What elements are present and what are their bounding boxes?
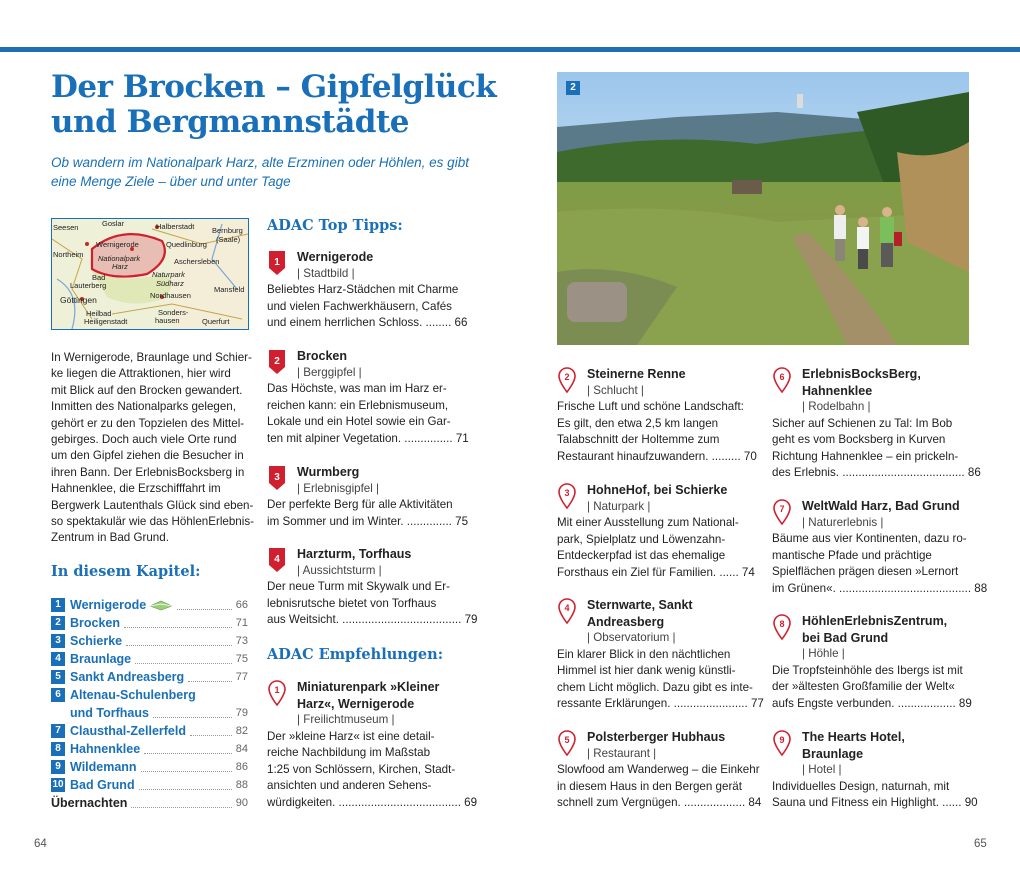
desc-line: Beliebtes Harz-Städchen mit Charme — [267, 283, 459, 296]
map-label: hausen — [155, 316, 180, 325]
chapter-number: 2 — [51, 616, 65, 630]
leader-dots — [177, 600, 232, 610]
chapter-list — [51, 596, 248, 812]
entry-description — [772, 416, 981, 482]
chapter-number: 7 — [51, 724, 65, 738]
chapters-heading: In diesem Kapitel: — [51, 563, 201, 580]
top-rule — [0, 47, 1020, 52]
chapter-label: Schierke — [70, 634, 123, 648]
chapter-label: Brocken — [70, 616, 121, 630]
chapter-item[interactable] — [51, 632, 248, 650]
map-label: Harz — [112, 262, 128, 271]
top-tips-heading: ADAC Top Tipps: — [267, 217, 403, 234]
hiking-photo — [557, 72, 969, 345]
marker-number: 2 — [274, 356, 280, 367]
intro-line: Bergwerk Lautenthals Glück sind eben- — [51, 498, 254, 512]
desc-line: Entdeckerpfad ist das ehemalige — [557, 549, 726, 562]
map-label: Bad — [92, 273, 106, 282]
entry-description — [772, 531, 988, 597]
map-label: Südharz — [156, 279, 184, 288]
map-label: Halberstadt — [156, 222, 195, 231]
entry-name: Brocken — [297, 349, 348, 363]
entry-description — [267, 282, 467, 332]
desc-line: reichen kann: ein Erlebnismuseum, — [267, 398, 449, 412]
leader-dots — [190, 726, 232, 736]
desc-line: reiche Nachbildung im Maßstab — [267, 746, 431, 759]
entry-description — [267, 579, 478, 629]
leader-dots — [144, 744, 232, 754]
chapter-page: 71 — [235, 617, 248, 629]
desc-line: lebnisrutsche bietet von Torfhaus — [267, 596, 437, 610]
marker-number: 1 — [274, 685, 280, 695]
marker-number: 6 — [779, 372, 785, 382]
leader-dots — [139, 780, 232, 790]
entry-description — [267, 381, 467, 447]
chapter-item[interactable] — [51, 758, 248, 776]
intro-line: gebirges. Doch auch viele Orte rund — [51, 433, 237, 447]
map-label: (Saale) — [216, 235, 241, 244]
photo-number-badge: 2 — [566, 81, 580, 95]
subtitle-line: eine Menge Ziele – über und unter Tage — [51, 174, 291, 189]
chapter-page: 77 — [235, 671, 248, 683]
chapter-page: 82 — [235, 725, 248, 737]
desc-line: im Sommer und im Winter. .............. 75 — [267, 514, 469, 528]
desc-line: chem Licht möglich. Dazu gibt es inte- — [557, 680, 753, 694]
desc-line: Das Höchste, was man im Harz er- — [267, 382, 447, 395]
chapter-subtitle — [51, 153, 481, 191]
entry-name: HöhlenErlebnisZentrum, — [802, 614, 948, 628]
entry-name: HohneHof, bei Schierke — [587, 483, 728, 497]
subtitle-line: Ob wandern im Nationalpark Harz, alte Erzminen oder Höhlen, es gibt — [51, 155, 469, 170]
desc-line: im Grünen«. ......................................... 88 — [772, 581, 988, 595]
chapter-label: Clausthal-Zellerfeld — [70, 724, 186, 738]
leader-dots — [153, 708, 232, 718]
desc-line: Sicher auf Schienen zu Tal: Im Bob — [772, 416, 953, 430]
recommendation-entry — [772, 729, 978, 812]
desc-line: ten mit alpiner Vegetation. ............... 71 — [267, 431, 469, 445]
chapter-title — [51, 70, 511, 140]
desc-line: in diesem Haus in den Bergen gerät — [557, 779, 742, 793]
desc-line: und vielen Fachwerkhäusern, Cafés — [267, 299, 452, 313]
entry-name: Harz«, Wernigerode — [297, 696, 415, 711]
chapter-item[interactable] — [51, 668, 248, 686]
region-map — [51, 218, 249, 330]
map-label: Nordhausen — [150, 291, 191, 300]
entry-name: Polsterberger Hubhaus — [587, 730, 726, 744]
map-label: Naturpark — [152, 270, 185, 279]
marker-number: 8 — [779, 619, 785, 629]
desc-line: Richtung Hahnenklee – ein prickeln- — [772, 449, 959, 463]
marker-number: 3 — [564, 488, 570, 498]
desc-line: schnell zum Vergnügen. ................... 84 — [557, 796, 762, 809]
entry-category: | Hotel | — [802, 763, 842, 776]
desc-line: Bäume aus vier Kontinenten, dazu ro- — [772, 532, 967, 545]
entry-name: Wurmberg — [297, 465, 360, 479]
intro-line: Hahnenklee, die Erzschifffahrt im — [51, 482, 221, 496]
entry-name: bei Bad Grund — [802, 630, 889, 645]
marker-number: 3 — [274, 472, 280, 483]
map-label: Heilbad — [86, 309, 112, 318]
book-icon — [149, 599, 173, 611]
desc-line: Himmel ist hier dank wenig künstli- — [557, 664, 736, 677]
map-label: Göttingen — [60, 295, 97, 305]
entry-name: The Hearts Hotel, — [802, 730, 905, 744]
entry-category: | Schlucht | — [587, 383, 644, 397]
recommendation-marker-icon — [557, 367, 577, 393]
map-label: Quedlinburg — [166, 240, 207, 249]
entry-name: Andreasberg — [587, 614, 665, 629]
chapter-item[interactable] — [51, 596, 248, 614]
chapter-number: 8 — [51, 742, 65, 756]
chapter-label: und Torfhaus — [70, 706, 149, 720]
recommendation-entry — [557, 597, 764, 713]
desc-line: Individuelles Design, naturnah, mit — [772, 779, 950, 793]
entry-name: WeltWald Harz, Bad Grund — [802, 499, 960, 513]
chapter-number: 6 — [51, 688, 65, 702]
page-number-right: 65 — [974, 838, 987, 850]
chapter-label: Braunlage — [70, 652, 132, 666]
title-line: und Bergmannstädte — [51, 104, 410, 140]
top-tip-marker-icon — [267, 547, 287, 573]
leader-dots — [188, 672, 232, 682]
desc-line: aufs Engste verbunden. .................. 89 — [772, 696, 972, 710]
chapter-number: 4 — [51, 652, 65, 666]
chapter-number: 9 — [51, 760, 65, 774]
chapter-item[interactable] — [51, 722, 248, 740]
entry-description — [772, 779, 978, 812]
recommendation-entry — [772, 498, 988, 597]
recommendation-marker-icon — [557, 598, 577, 624]
desc-line: 1:25 von Schlössern, Kirchen, Stadt- — [267, 762, 456, 776]
desc-line: Der »kleine Harz« ist eine detail- — [267, 729, 435, 743]
marker-number: 1 — [274, 257, 280, 268]
entry-category: | Höhle | — [802, 647, 845, 660]
chapter-label: Altenau-Schulenberg — [70, 688, 196, 702]
intro-text — [51, 350, 254, 547]
chapter-page: 73 — [235, 635, 248, 647]
desc-line: und einem herrlichen Schloss. ........ 66 — [267, 316, 468, 329]
chapter-page: 66 — [235, 599, 248, 611]
marker-number: 2 — [564, 372, 570, 382]
leader-dots — [131, 798, 231, 808]
top-tip-entry — [267, 249, 467, 332]
entry-category: | Stadtbild | — [297, 266, 355, 280]
entry-name: Hahnenklee — [802, 383, 873, 398]
intro-line: In Wernigerode, Braunlage und Schier- — [51, 351, 252, 364]
desc-line: Ein klarer Blick in den nächtlichen — [557, 647, 731, 661]
map-label: Aschersleben — [174, 257, 220, 266]
top-tip-marker-icon — [267, 349, 287, 375]
recommendation-entry — [772, 613, 972, 712]
recommendation-marker-icon — [772, 730, 792, 756]
entry-name: ErlebnisBocksBerg, — [802, 367, 921, 381]
entry-name: Braunlage — [802, 746, 864, 761]
recommendation-marker-icon — [557, 483, 577, 509]
top-tip-marker-icon — [267, 250, 287, 276]
leader-dots — [124, 618, 232, 628]
entry-name: Steinerne Renne — [587, 367, 686, 381]
map-label: Northeim — [53, 250, 84, 259]
entry-category: | Erlebnisgipfel | — [297, 481, 380, 495]
entry-category: | Rodelbahn | — [802, 400, 871, 413]
entry-description — [267, 729, 478, 812]
map-label: Goslar — [102, 219, 125, 228]
entry-category: | Freilichtmuseum | — [297, 713, 395, 726]
entry-category: | Naturpark | — [587, 499, 651, 513]
chapter-number: 5 — [51, 670, 65, 684]
marker-number: 4 — [564, 603, 570, 613]
map-label: Lauterberg — [70, 281, 107, 290]
desc-line: Spielflächen prägen diesen »Lernort — [772, 565, 959, 578]
chapter-item[interactable] — [51, 794, 248, 812]
photo-landscape — [557, 72, 969, 345]
intro-line: um den Gipfel ziehen die Besucher in — [51, 449, 244, 463]
recommendation-marker-icon — [557, 730, 577, 756]
leader-dots — [126, 636, 232, 646]
intro-line: Inmitten des Nationalparks gelegen, — [51, 400, 236, 414]
page-number-left: 64 — [34, 838, 47, 850]
chapter-page: 88 — [235, 779, 248, 791]
marker-number: 5 — [564, 735, 570, 745]
desc-line: mantische Pfade und prächtige — [772, 548, 932, 562]
chapter-item[interactable] — [51, 614, 248, 632]
entry-category: | Naturerlebnis | — [802, 515, 884, 529]
desc-line: Der neue Turm mit Skywalk und Er- — [267, 580, 450, 593]
marker-number: 7 — [779, 504, 785, 514]
entry-name: Harzturm, Torfhaus — [297, 547, 412, 561]
chapter-item[interactable] — [51, 650, 248, 668]
chapter-item[interactable] — [51, 704, 248, 722]
desc-line: aus Weitsicht. ..................................... 79 — [267, 613, 478, 626]
desc-line: park, Spielplatz und Löwenzahn- — [557, 532, 726, 546]
leader-dots — [141, 762, 232, 772]
desc-line: des Erlebnis. ...................................... 86 — [772, 466, 981, 479]
desc-line: Mit einer Ausstellung zum National- — [557, 516, 739, 529]
title-line: Der Brocken – Gipfelglück — [51, 69, 497, 105]
marker-number: 9 — [779, 735, 785, 745]
desc-line: geht es vom Bocksberg in Kurven — [772, 433, 946, 446]
desc-line: Es gilt, den etwa 2,5 km langen — [557, 416, 719, 430]
entry-name: Sternwarte, Sankt — [587, 598, 693, 612]
desc-line: Sauna und Fitness ein Highlight. ...... 90 — [772, 796, 978, 809]
top-tip-entry — [267, 348, 467, 447]
entry-category: | Berggipfel | — [297, 365, 362, 379]
entry-description — [557, 762, 762, 812]
recommendation-entry — [557, 482, 757, 581]
entry-category: | Aussichtsturm | — [297, 563, 382, 577]
chapter-page: 86 — [235, 761, 248, 773]
top-tip-entry — [267, 546, 478, 629]
entry-description — [557, 515, 757, 581]
marker-number: 4 — [274, 554, 280, 565]
chapter-number: 3 — [51, 634, 65, 648]
intro-line: mit Blick auf den Brocken gewandert. — [51, 383, 243, 397]
recommendation-marker-icon — [772, 499, 792, 525]
chapter-number: 10 — [52, 779, 64, 790]
entry-description — [267, 497, 467, 530]
entry-description — [772, 663, 972, 713]
recommendation-entry — [267, 679, 478, 811]
intro-line: ke liegen die Attraktionen, hier wird — [51, 367, 231, 381]
intro-line: gehört er zu den Topzielen des Mittel- — [51, 416, 245, 430]
desc-line: der »ältesten Großfamilie der Welt« — [772, 680, 955, 693]
desc-line: Talabschnitt der Holtemme zum — [557, 433, 720, 446]
chapter-page: 84 — [235, 743, 248, 755]
chapter-item[interactable] — [51, 740, 248, 758]
map-label: Wernigerode — [96, 240, 139, 249]
leader-dots — [135, 654, 232, 664]
entry-name: Wernigerode — [297, 250, 374, 264]
entry-description — [557, 647, 764, 713]
intro-line: so spektakulär wie das HöhlenErlebnis- — [51, 515, 254, 529]
chapter-item[interactable] — [51, 776, 248, 794]
chapter-label: Sankt Andreasberg — [70, 670, 185, 684]
recommendation-marker-icon — [267, 680, 287, 706]
top-tip-marker-icon — [267, 465, 287, 491]
chapter-number: 1 — [51, 598, 65, 612]
map-label: Nationalpark — [98, 254, 141, 263]
chapter-label: Hahnenklee — [70, 742, 141, 756]
desc-line: Restaurant hinaufzuwandern. ......... 70 — [557, 449, 757, 463]
intro-line: Zentrum in Bad Grund. — [51, 531, 169, 545]
recommendation-marker-icon — [772, 614, 792, 640]
top-tip-entry — [267, 464, 467, 530]
entry-category: | Observatorium | — [587, 631, 676, 644]
chapter-page: 90 — [235, 797, 248, 809]
desc-line: Frische Luft und schöne Landschaft: — [557, 400, 744, 413]
chapter-item[interactable] — [51, 686, 248, 704]
map-label: Querfurt — [202, 317, 230, 326]
map-label: Mansfeld — [214, 285, 245, 294]
recommendation-entry — [557, 729, 762, 812]
chapter-label: Wildemann — [70, 760, 137, 774]
chapter-page: 75 — [235, 653, 248, 665]
desc-line: Die Tropfsteinhöhle des Ibergs ist mit — [772, 663, 963, 677]
recommendation-entry — [772, 366, 981, 482]
recommendations-heading: ADAC Empfehlungen: — [267, 646, 444, 663]
chapter-label: Wernigerode — [70, 598, 147, 612]
desc-line: Lokale und ein Hotel sowie ein Gar- — [267, 415, 451, 428]
map-label: Bernburg — [212, 226, 243, 235]
desc-line: würdigkeiten. ...................................... 69 — [267, 795, 478, 809]
desc-line: ansichten und anderen Sehens- — [267, 779, 432, 792]
desc-line: ressante Erklärungen. ....................... 77 — [557, 697, 764, 710]
recommendation-entry — [557, 366, 757, 465]
chapter-label: Übernachten — [51, 796, 128, 810]
entry-name: Miniaturenpark »Kleiner — [297, 680, 440, 694]
chapter-label: Bad Grund — [70, 778, 135, 792]
desc-line: Forsthaus ein Ziel für Familien. ...... 74 — [557, 565, 755, 579]
desc-line: Slowfood am Wanderweg – die Einkehr — [557, 763, 760, 776]
map-label: Seesen — [53, 223, 79, 232]
chapter-page: 79 — [235, 707, 248, 719]
intro-line: ihren Bann. Der ErlebnisBocksberg in — [51, 465, 245, 479]
entry-category: | Restaurant | — [587, 746, 657, 760]
entry-description — [557, 399, 757, 465]
recommendation-marker-icon — [772, 367, 792, 393]
desc-line: Der perfekte Berg für alle Aktivitäten — [267, 498, 453, 511]
map-label: Sonders- — [158, 308, 189, 317]
map-label: Heiligenstadt — [84, 317, 128, 326]
